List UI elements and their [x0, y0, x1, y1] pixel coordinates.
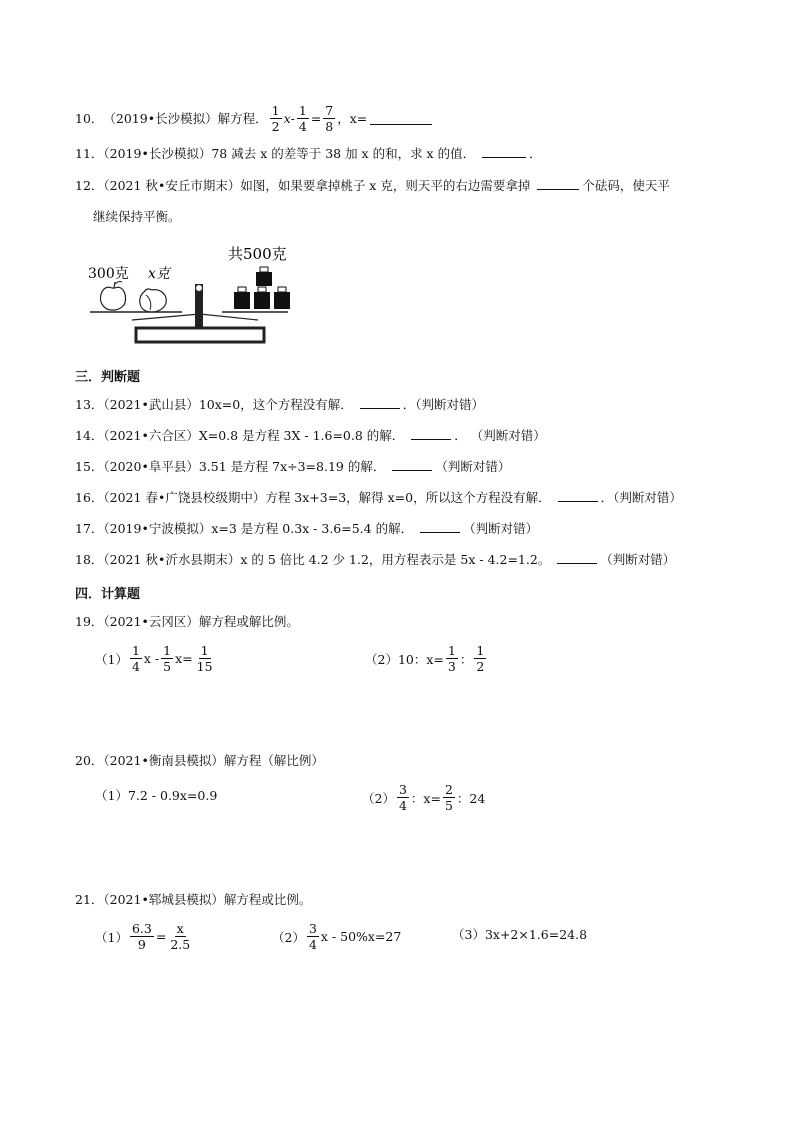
question-21: 21．（2021•郓城县模拟）解方程或比例。 [75, 892, 312, 907]
question-15: 15．（2020•阜平县）3.51 是方程 7x÷3=8.19 的解． （判断对错） [75, 459, 511, 474]
question-19: 19．（2021•云冈区）解方程或解比例。 [75, 614, 299, 629]
weight-icon [234, 267, 290, 309]
question-20-part-1: （1） 7.2 - 0.9x=0.9 [95, 787, 218, 803]
fraction: $\frac{7}{8}$ [325, 103, 334, 134]
question-21-part-3: （3） 3x+2×1.6=24.8 [452, 926, 588, 942]
mid-label: x克 [148, 266, 170, 282]
answer-blank[interactable] [370, 112, 432, 125]
question-10: 10． （2019•长沙模拟） 解方程． $\frac{1}{2}$ x - $\frac{1}{4}$ = $\frac{7}{8}$ ，x= [75, 103, 435, 134]
answer-blank[interactable] [558, 489, 598, 502]
answer-blank[interactable] [360, 396, 400, 409]
base [136, 328, 264, 342]
question-19-part-2: （2） 10：x= $\frac{1}{3}$ ： $\frac{1}{2}$ [365, 643, 485, 674]
question-20-part-2: （2） $\frac{3}{4}$ ：x= $\frac{2}{5}$ ：24 [362, 782, 486, 813]
section-3-title: 三．判断题 [75, 370, 141, 385]
right-label: 共500克 [228, 245, 287, 263]
question-13: 13．（2021•武山县）10x=0，这个方程没有解． ．（判断对错） [75, 397, 484, 412]
answer-blank[interactable] [392, 458, 432, 471]
balance-figure [88, 240, 298, 348]
apple-icon [100, 282, 125, 311]
section-4-title: 四．计算题 [75, 587, 141, 602]
question-12-line2: 继续保持平衡。 [93, 209, 181, 224]
question-18: 18．（2021 秋•沂水县期末）x 的 5 倍比 4.2 少 1.2，用方程表示是 5x - 4.2=1.2。 （判断对错） [75, 552, 676, 567]
answer-blank[interactable] [420, 520, 460, 533]
question-21-part-1: （1） $\frac{6.3}{9}$ = $\frac{x}{2.5}$ [95, 921, 191, 952]
question-19-part-1: （1） $\frac{1}{4}$ x - $\frac{1}{5}$ x= $\frac{1}{15}$ [95, 643, 213, 674]
question-20: 20．（2021•衡南县模拟）解方程（解比例） [75, 753, 324, 768]
answer-blank[interactable] [411, 427, 451, 440]
peach-icon [140, 289, 167, 312]
question-12: 12．（2021 秋•安丘市期末）如图，如果要拿掉桃子 x 克，则天平的右边需要拿掉 个砝码，使天平 [75, 178, 670, 193]
fraction: $\frac{1}{4}$ [298, 103, 307, 134]
question-17: 17．（2019•宁波模拟）x=3 是方程 0.3x - 3.6=5.4 的解． （判断对错） [75, 521, 539, 536]
question-16: 16．（2021 春•广饶县校级期中）方程 3x+3=3，解得 x=0，所以这个方程没有解． ．（判断对错） [75, 490, 682, 505]
answer-blank[interactable] [537, 177, 579, 190]
answer-blank[interactable] [482, 145, 526, 158]
question-11: 11．（2019•长沙模拟）78 减去 x 的差等于 38 加 x 的和，求 x 的值． ． [75, 146, 542, 161]
answer-blank[interactable] [557, 551, 597, 564]
question-21-part-2: （2） $\frac{3}{4}$ x - 50%x=27 [272, 921, 402, 952]
question-14: 14．（2021•六合区）X=0.8 是方程 3X - 1.6=0.8 的解． ． （判断对错） [75, 428, 546, 443]
left-label: 300克 [88, 266, 129, 282]
fraction: $\frac{1}{2}$ [271, 103, 280, 134]
